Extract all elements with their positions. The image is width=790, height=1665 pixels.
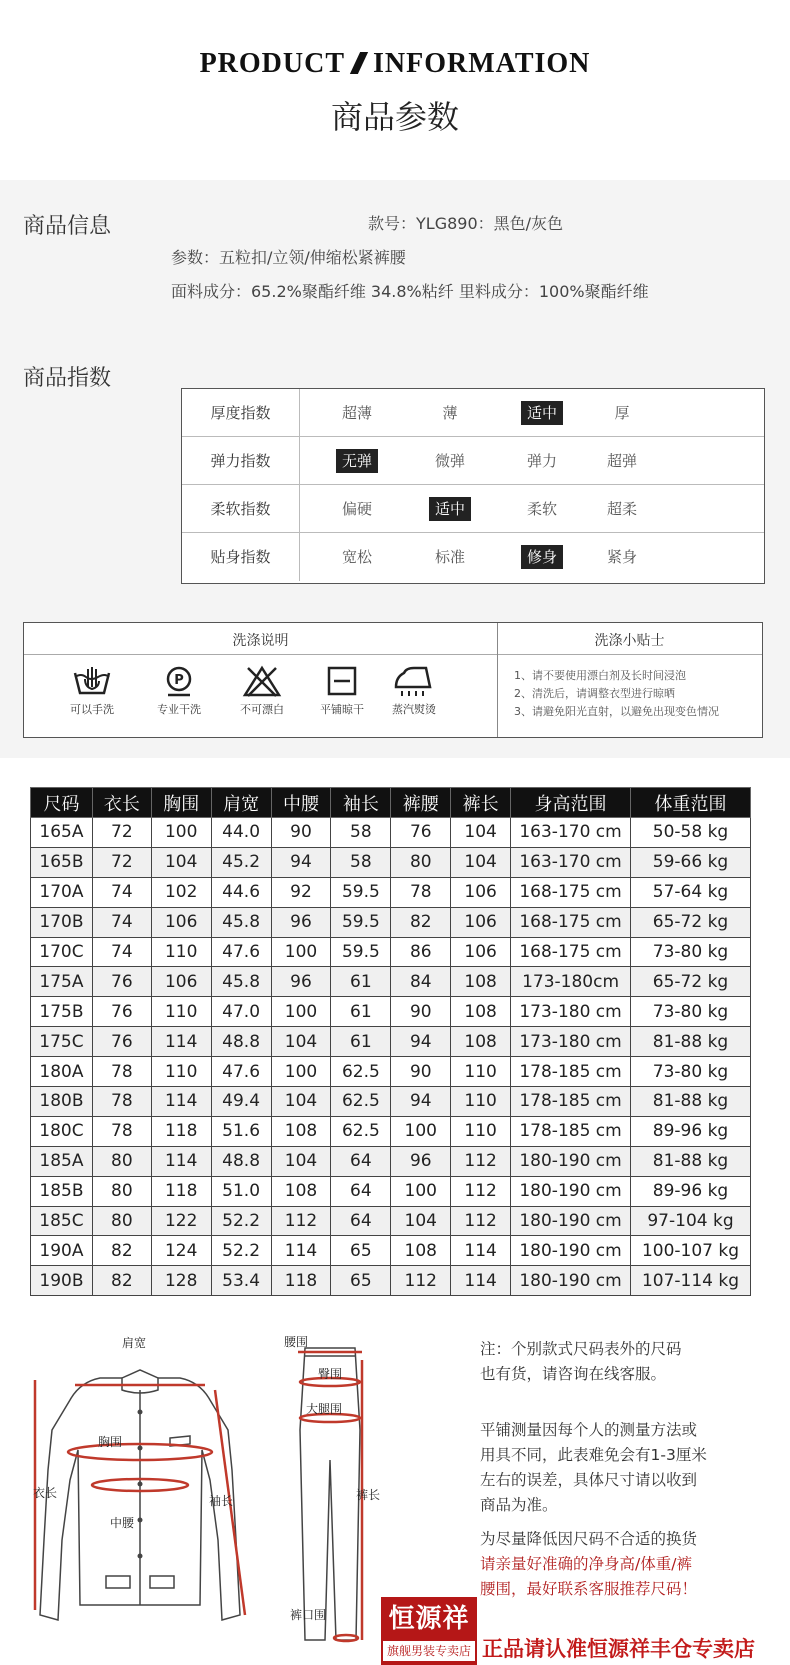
table-cell: 100 [151,818,211,848]
table-cell: 65-72 kg [631,907,751,937]
note-line: 左右的误差，具体尺寸请以收到 [480,1471,698,1489]
table-cell: 122 [151,1206,211,1236]
table-cell: 59.5 [331,937,391,967]
table-cell: 74 [92,937,151,967]
table-cell: 180-190 cm [511,1206,631,1236]
index-row [182,437,764,485]
index-option: 微弹 [434,452,466,470]
table-cell: 53.4 [211,1266,271,1296]
table-row [31,818,751,848]
table-cell: 118 [151,1176,211,1206]
size-table-header-cell: 衣长 [92,788,151,818]
table-row [31,1027,751,1057]
table-cell: 94 [391,1087,451,1117]
table-cell: 108 [451,1027,511,1057]
table-cell: 45.8 [211,907,271,937]
table-cell: 74 [92,877,151,907]
table-cell: 45.2 [211,847,271,877]
table-cell: 58 [331,847,391,877]
table-cell: 61 [331,967,391,997]
table-cell: 62.5 [331,1057,391,1087]
table-cell: 80 [92,1206,151,1236]
brand-sub: 旗舰男装专卖店 [383,1641,475,1661]
table-cell: 170B [31,907,93,937]
table-cell: 64 [331,1176,391,1206]
brand-name: 恒源祥 [388,1604,470,1634]
table-cell: 61 [331,997,391,1027]
title-en [0,48,790,80]
table-cell: 96 [271,907,331,937]
table-cell: 112 [451,1146,511,1176]
table-cell: 163-170 cm [511,847,631,877]
table-cell: 128 [151,1266,211,1296]
table-cell: 44.6 [211,877,271,907]
table-cell: 59-66 kg [631,847,751,877]
size-table-header [31,788,751,818]
table-cell: 168-175 cm [511,877,631,907]
index-option-selected: 适中 [429,497,471,521]
table-cell: 178-185 cm [511,1116,631,1146]
table-cell: 64 [331,1206,391,1236]
table-cell: 65 [331,1266,391,1296]
table-cell: 180-190 cm [511,1146,631,1176]
size-table-header-cell: 胸围 [151,788,211,818]
table-cell: 112 [271,1206,331,1236]
table-cell: 106 [151,967,211,997]
table-cell: 80 [92,1176,151,1206]
index-row [182,533,764,581]
index-option: 超薄 [341,404,373,422]
table-cell: 96 [391,1146,451,1176]
table-cell: 52.2 [211,1206,271,1236]
title-en-left: PRODUCT [199,48,346,79]
table-cell: 175B [31,997,93,1027]
wash-tips [514,667,719,721]
table-cell: 180-190 cm [511,1266,631,1296]
table-cell: 108 [451,997,511,1027]
table-cell: 124 [151,1236,211,1266]
wash-icon-label: 平铺晾干 [320,703,364,716]
table-cell: 108 [391,1236,451,1266]
table-cell: 168-175 cm [511,907,631,937]
table-cell: 90 [391,1057,451,1087]
product-info-label: 商品信息 [23,214,112,239]
table-cell: 81-88 kg [631,1146,751,1176]
table-cell: 76 [391,818,451,848]
index-row-label: 贴身指数 [182,533,300,581]
size-table-header-cell: 尺码 [31,788,93,818]
table-cell: 104 [151,847,211,877]
table-cell: 47.6 [211,1057,271,1087]
wash-tips-title: 洗涤小贴士 [594,633,665,649]
table-cell: 86 [391,937,451,967]
table-cell: 100 [391,1176,451,1206]
wash-icon-label: 蒸汽熨烫 [392,703,436,716]
index-option: 厚 [614,404,630,422]
table-cell: 175C [31,1027,93,1057]
divider [24,654,762,655]
table-cell: 110 [151,997,211,1027]
table-cell: 100 [391,1116,451,1146]
size-table-header-cell: 袖长 [331,788,391,818]
pants-waist-label: 腰围 [284,1335,309,1349]
page-header [0,0,790,165]
table-cell: 104 [271,1027,331,1057]
table-cell: 73-80 kg [631,997,751,1027]
note-line: 腰围，最好联系客服推荐尺码！ [480,1580,698,1598]
size-table-header-cell: 裤腰 [391,788,451,818]
table-cell: 114 [151,1087,211,1117]
table-cell: 50-58 kg [631,818,751,848]
slash-icon [350,52,368,74]
table-cell: 62.5 [331,1116,391,1146]
table-cell: 81-88 kg [631,1087,751,1117]
table-cell: 178-185 cm [511,1057,631,1087]
table-cell: 78 [92,1057,151,1087]
table-cell: 118 [271,1266,331,1296]
table-cell: 104 [451,847,511,877]
chest-label: 胸围 [98,1435,123,1449]
table-cell: 112 [451,1206,511,1236]
note-line: 也有货，请咨询在线客服。 [480,1365,667,1383]
table-cell: 96 [271,967,331,997]
table-row [31,907,751,937]
index-option: 宽松 [341,548,373,566]
table-cell: 62.5 [331,1087,391,1117]
size-table-header-cell: 身高范围 [511,788,631,818]
table-row [31,937,751,967]
index-option: 柔软 [526,500,558,518]
table-cell: 185C [31,1206,93,1236]
table-cell: 102 [151,877,211,907]
table-cell: 100-107 kg [631,1236,751,1266]
table-cell: 114 [451,1236,511,1266]
note-line: 平铺测量因每个人的测量方法或 [480,1421,698,1439]
size-note [480,1337,682,1387]
wash-title: 洗涤说明 [232,633,289,649]
length-label: 衣长 [33,1486,58,1500]
table-cell: 48.8 [211,1027,271,1057]
index-row-label: 厚度指数 [182,389,300,436]
hem-label: 裤口围 [290,1608,327,1622]
table-cell: 44.0 [211,818,271,848]
svg-text:P: P [174,673,184,688]
table-cell: 108 [271,1116,331,1146]
table-cell: 108 [271,1176,331,1206]
table-row [31,847,751,877]
table-row [31,1057,751,1087]
table-cell: 170C [31,937,93,967]
index-option: 紧身 [606,548,638,566]
table-cell: 59.5 [331,877,391,907]
table-cell: 104 [391,1206,451,1236]
table-cell: 180C [31,1116,93,1146]
table-cell: 180A [31,1057,93,1087]
style-number: 款号：YLG890：黑色/灰色 [368,214,564,233]
table-cell: 52.2 [211,1236,271,1266]
table-cell: 108 [451,967,511,997]
brand-logo [381,1597,477,1665]
table-cell: 59.5 [331,907,391,937]
table-cell: 104 [451,818,511,848]
table-cell: 65-72 kg [631,967,751,997]
exchange-note [480,1527,697,1552]
flat-dry-icon [302,665,382,717]
page-title: 商品参数 [330,98,459,136]
table-cell: 104 [271,1146,331,1176]
table-cell: 89-96 kg [631,1116,751,1146]
table-cell: 112 [391,1266,451,1296]
table-cell: 90 [391,997,451,1027]
index-option-selected: 适中 [521,401,563,425]
product-index-table [181,388,765,584]
fabric-composition: 面料成分：65.2%聚酯纤维 34.8%粘纤 里料成分：100%聚酯纤维 [171,282,649,301]
table-cell: 94 [271,847,331,877]
product-index-label: 商品指数 [23,366,112,391]
index-row-label: 柔软指数 [182,485,300,532]
table-row [31,1087,751,1117]
wash-tip: 1、请不要使用漂白剂及长时间浸泡 [514,669,686,682]
wash-icon-label: 不可漂白 [240,703,284,716]
table-row [31,1266,751,1296]
note-line: 注：个别款式尺码表外的尺码 [480,1340,682,1358]
table-cell: 72 [92,818,151,848]
steam-iron-icon [374,665,454,717]
table-cell: 47.0 [211,997,271,1027]
table-cell: 48.8 [211,1146,271,1176]
table-cell: 114 [151,1027,211,1057]
table-cell: 72 [92,847,151,877]
table-row [31,1206,751,1236]
table-cell: 47.6 [211,937,271,967]
table-cell: 78 [92,1116,151,1146]
table-cell: 106 [151,907,211,937]
table-row [31,1116,751,1146]
table-cell: 76 [92,997,151,1027]
index-option-selected: 修身 [521,545,563,569]
table-cell: 65 [331,1236,391,1266]
table-cell: 64 [331,1146,391,1176]
table-cell: 165A [31,818,93,848]
table-cell: 106 [451,907,511,937]
table-cell: 118 [151,1116,211,1146]
table-row [31,997,751,1027]
table-cell: 94 [391,1027,451,1057]
table-cell: 51.6 [211,1116,271,1146]
size-table-header-cell: 中腰 [271,788,331,818]
table-cell: 82 [391,907,451,937]
index-row [182,389,764,437]
table-cell: 45.8 [211,967,271,997]
table-cell: 173-180cm [511,967,631,997]
table-row [31,967,751,997]
index-option: 超弹 [606,452,638,470]
table-cell: 107-114 kg [631,1266,751,1296]
table-cell: 190B [31,1266,93,1296]
table-cell: 78 [92,1087,151,1117]
note-line: 为尽量降低因尺码不合适的换货 [480,1530,698,1548]
note-line: 商品为准。 [480,1496,558,1514]
table-cell: 57-64 kg [631,877,751,907]
table-cell: 100 [271,937,331,967]
table-cell: 78 [391,877,451,907]
table-cell: 49.4 [211,1087,271,1117]
shoulder-label: 肩宽 [122,1336,147,1350]
table-cell: 84 [391,967,451,997]
table-row [31,1236,751,1266]
product-params: 参数：五粒扣/立领/伸缩松紧裤腰 [171,248,406,267]
index-option: 弹力 [526,452,558,470]
table-cell: 168-175 cm [511,937,631,967]
hip-label: 臀围 [318,1367,343,1381]
table-cell: 90 [271,818,331,848]
hand-wash-icon [52,665,132,717]
table-cell: 81-88 kg [631,1027,751,1057]
table-cell: 185A [31,1146,93,1176]
table-cell: 104 [271,1087,331,1117]
table-cell: 82 [92,1236,151,1266]
waist-label: 中腰 [110,1516,135,1530]
size-table [30,787,751,1296]
wash-instructions [23,622,763,738]
index-option: 偏硬 [341,500,373,518]
table-cell: 185B [31,1176,93,1206]
table-cell: 178-185 cm [511,1087,631,1117]
table-cell: 163-170 cm [511,818,631,848]
table-cell: 110 [451,1057,511,1087]
table-row [31,877,751,907]
table-cell: 173-180 cm [511,1027,631,1057]
index-option: 薄 [442,404,458,422]
table-cell: 180-190 cm [511,1236,631,1266]
table-cell: 170A [31,877,93,907]
index-option: 超柔 [606,500,638,518]
table-cell: 89-96 kg [631,1176,751,1206]
table-cell: 173-180 cm [511,997,631,1027]
wash-icon-label: 可以手洗 [70,703,114,716]
table-cell: 51.0 [211,1176,271,1206]
exchange-note-red [480,1552,697,1602]
wash-icon-label: 专业干洗 [157,703,201,716]
wash-tip: 3、请避免阳光直射，以避免出现变色情况 [514,705,719,718]
table-cell: 110 [451,1087,511,1117]
table-cell: 73-80 kg [631,1057,751,1087]
table-cell: 100 [271,997,331,1027]
table-cell: 76 [92,967,151,997]
table-cell: 190A [31,1236,93,1266]
table-cell: 112 [451,1176,511,1206]
thigh-label: 大腿围 [306,1402,343,1416]
table-cell: 76 [92,1027,151,1057]
brand-slogan: 正品请认准恒源祥丰仓专卖店 [482,1637,755,1661]
table-cell: 110 [151,1057,211,1087]
divider [497,623,498,737]
size-table-header-cell: 体重范围 [631,788,751,818]
dry-clean-icon [139,665,219,717]
table-cell: 110 [451,1116,511,1146]
title-en-right: INFORMATION [373,48,591,79]
table-cell: 180B [31,1087,93,1117]
index-option: 标准 [434,548,466,566]
table-cell: 106 [451,877,511,907]
table-cell: 58 [331,818,391,848]
table-cell: 74 [92,907,151,937]
table-cell: 114 [151,1146,211,1176]
table-cell: 97-104 kg [631,1206,751,1236]
table-cell: 114 [451,1266,511,1296]
index-row [182,485,764,533]
table-cell: 100 [271,1057,331,1087]
table-cell: 165B [31,847,93,877]
table-cell: 180-190 cm [511,1176,631,1206]
table-cell: 114 [271,1236,331,1266]
table-cell: 82 [92,1266,151,1296]
note-line: 用具不同，此表难免会有1-3厘米 [480,1446,707,1464]
size-table-body [31,818,751,1296]
table-cell: 80 [391,847,451,877]
table-cell: 110 [151,937,211,967]
table-cell: 61 [331,1027,391,1057]
measure-note [480,1418,707,1518]
table-cell: 92 [271,877,331,907]
size-table-header-cell: 肩宽 [211,788,271,818]
table-cell: 80 [92,1146,151,1176]
index-row-label: 弹力指数 [182,437,300,484]
size-table-header-cell: 裤长 [451,788,511,818]
no-bleach-icon [222,665,302,717]
wash-tip: 2、清洗后，请调整衣型进行晾晒 [514,687,675,700]
table-row [31,1176,751,1206]
table-cell: 175A [31,967,93,997]
pants-length-label: 裤长 [356,1488,381,1502]
sleeve-label: 袖长 [209,1494,234,1508]
table-row [31,1146,751,1176]
table-cell: 106 [451,937,511,967]
table-cell: 73-80 kg [631,937,751,967]
index-option-selected: 无弹 [336,449,378,473]
note-line: 请亲量好准确的净身高/体重/裤 [480,1555,692,1573]
